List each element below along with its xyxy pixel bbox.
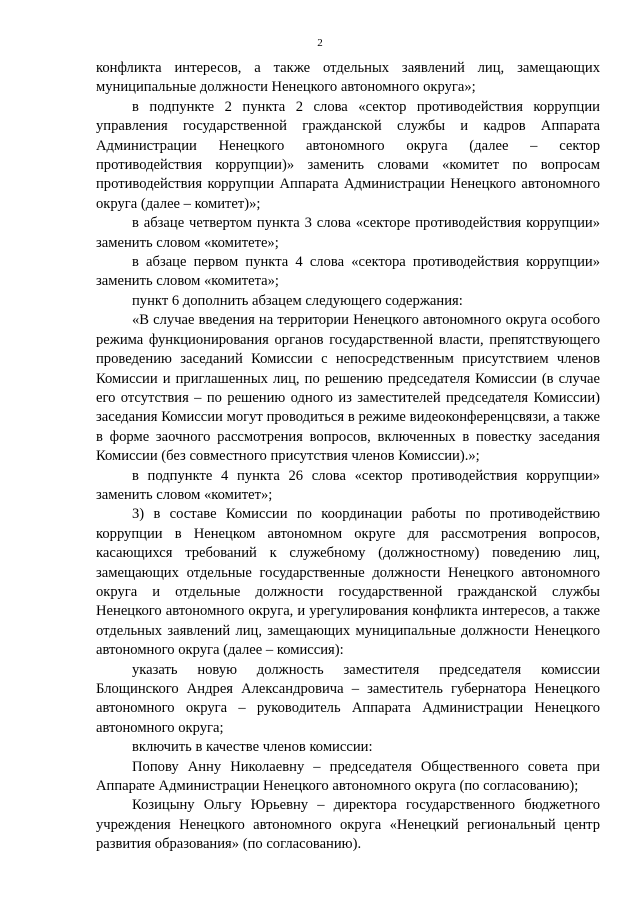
document-body (96, 59, 600, 855)
paragraph-subpoint-2-point-2: в подпункте 2 пункта 2 слова «сектор противодействия коррупции управления государственной гражданской службы и кадров Аппарата Администрации Ненецкого автономного округа (далее – сектор противодействия коррупции)» заменить словами «комитет по вопросам противодействия коррупции Аппарата Администрации Ненецкого автономного округа (далее – комитет)»; (96, 98, 600, 212)
paragraph-continuation: конфликта интересов, а также отдельных заявлений лиц, замещающих муниципальные должности Ненецкого автономного округа»; (96, 60, 600, 96)
paragraph-include-members: включить в качестве членов комиссии: (132, 739, 373, 756)
paragraph-point-6-intro: пункт 6 дополнить абзацем следующего содержания: (132, 292, 463, 309)
page-number: 2 (317, 37, 323, 49)
paragraph-point-4-abzac-1: в абзаце первом пункта 4 слова «сектора противодействия коррупции» заменить словом «комитета»; (96, 254, 600, 290)
paragraph-quoted-addition: «В случае введения на территории Ненецкого автономного округа особого режима функционирования органов государственной власти, препятствующего проведению заседаний Комиссии с непосредственным присутствием членов Комиссии и приглашенных лиц, по решению председателя Комиссии (в случае его отсутствия – по решению одного из заместителей председателя Комиссии) заседания Комиссии могут проводиться в режиме видеоконференцсвязи, а также в форме заочного рассмотрения вопросов, включенных в повестку заседания Комиссии (без совместного присутствия членов Комиссии).»; (96, 312, 600, 465)
paragraph-subpoint-4-point-26: в подпункте 4 пункта 26 слова «сектор противодействия коррупции» заменить словом «комитет»; (96, 467, 600, 503)
paragraph-item-3: 3) в составе Комиссии по координации работы по противодействию коррупции в Ненецком автономном округе для рассмотрения вопросов, касающихся требований к служебному (должностному) поведению лиц, замещающих отдельные государственные должности Ненецкого автономного округа и отдельные должности государственной гражданской службы Ненецкого автономного округа, и урегулирования конфликта интересов, а также отдельных заявлений лиц, замещающих муниципальные должности Ненецкого автономного округа (далее – комиссия): (96, 506, 600, 659)
paragraph-deputy-chair: указать новую должность заместителя председателя комиссии Блощинского Андрея Александровича – заместитель губернатора Ненецкого автономного округа – руководитель Аппарата Администрации Ненецкого автономного округа; (96, 661, 600, 736)
paragraph-member-popova: Попову Анну Николаевну – председателя Общественного совета при Аппарате Администрации Ненецкого автономного округа (по согласованию); (96, 758, 600, 795)
paragraph-point-3-abzac-4: в абзаце четвертом пункта 3 слова «секторе противодействия коррупции» заменить словом «комитете»; (96, 215, 600, 251)
paragraph-member-kozitsyna: Козицыну Ольгу Юрьевну – директора государственного бюджетного учреждения Ненецкого автономного округа «Ненецкий региональный центр развития образования» (по согласованию). (96, 797, 600, 853)
